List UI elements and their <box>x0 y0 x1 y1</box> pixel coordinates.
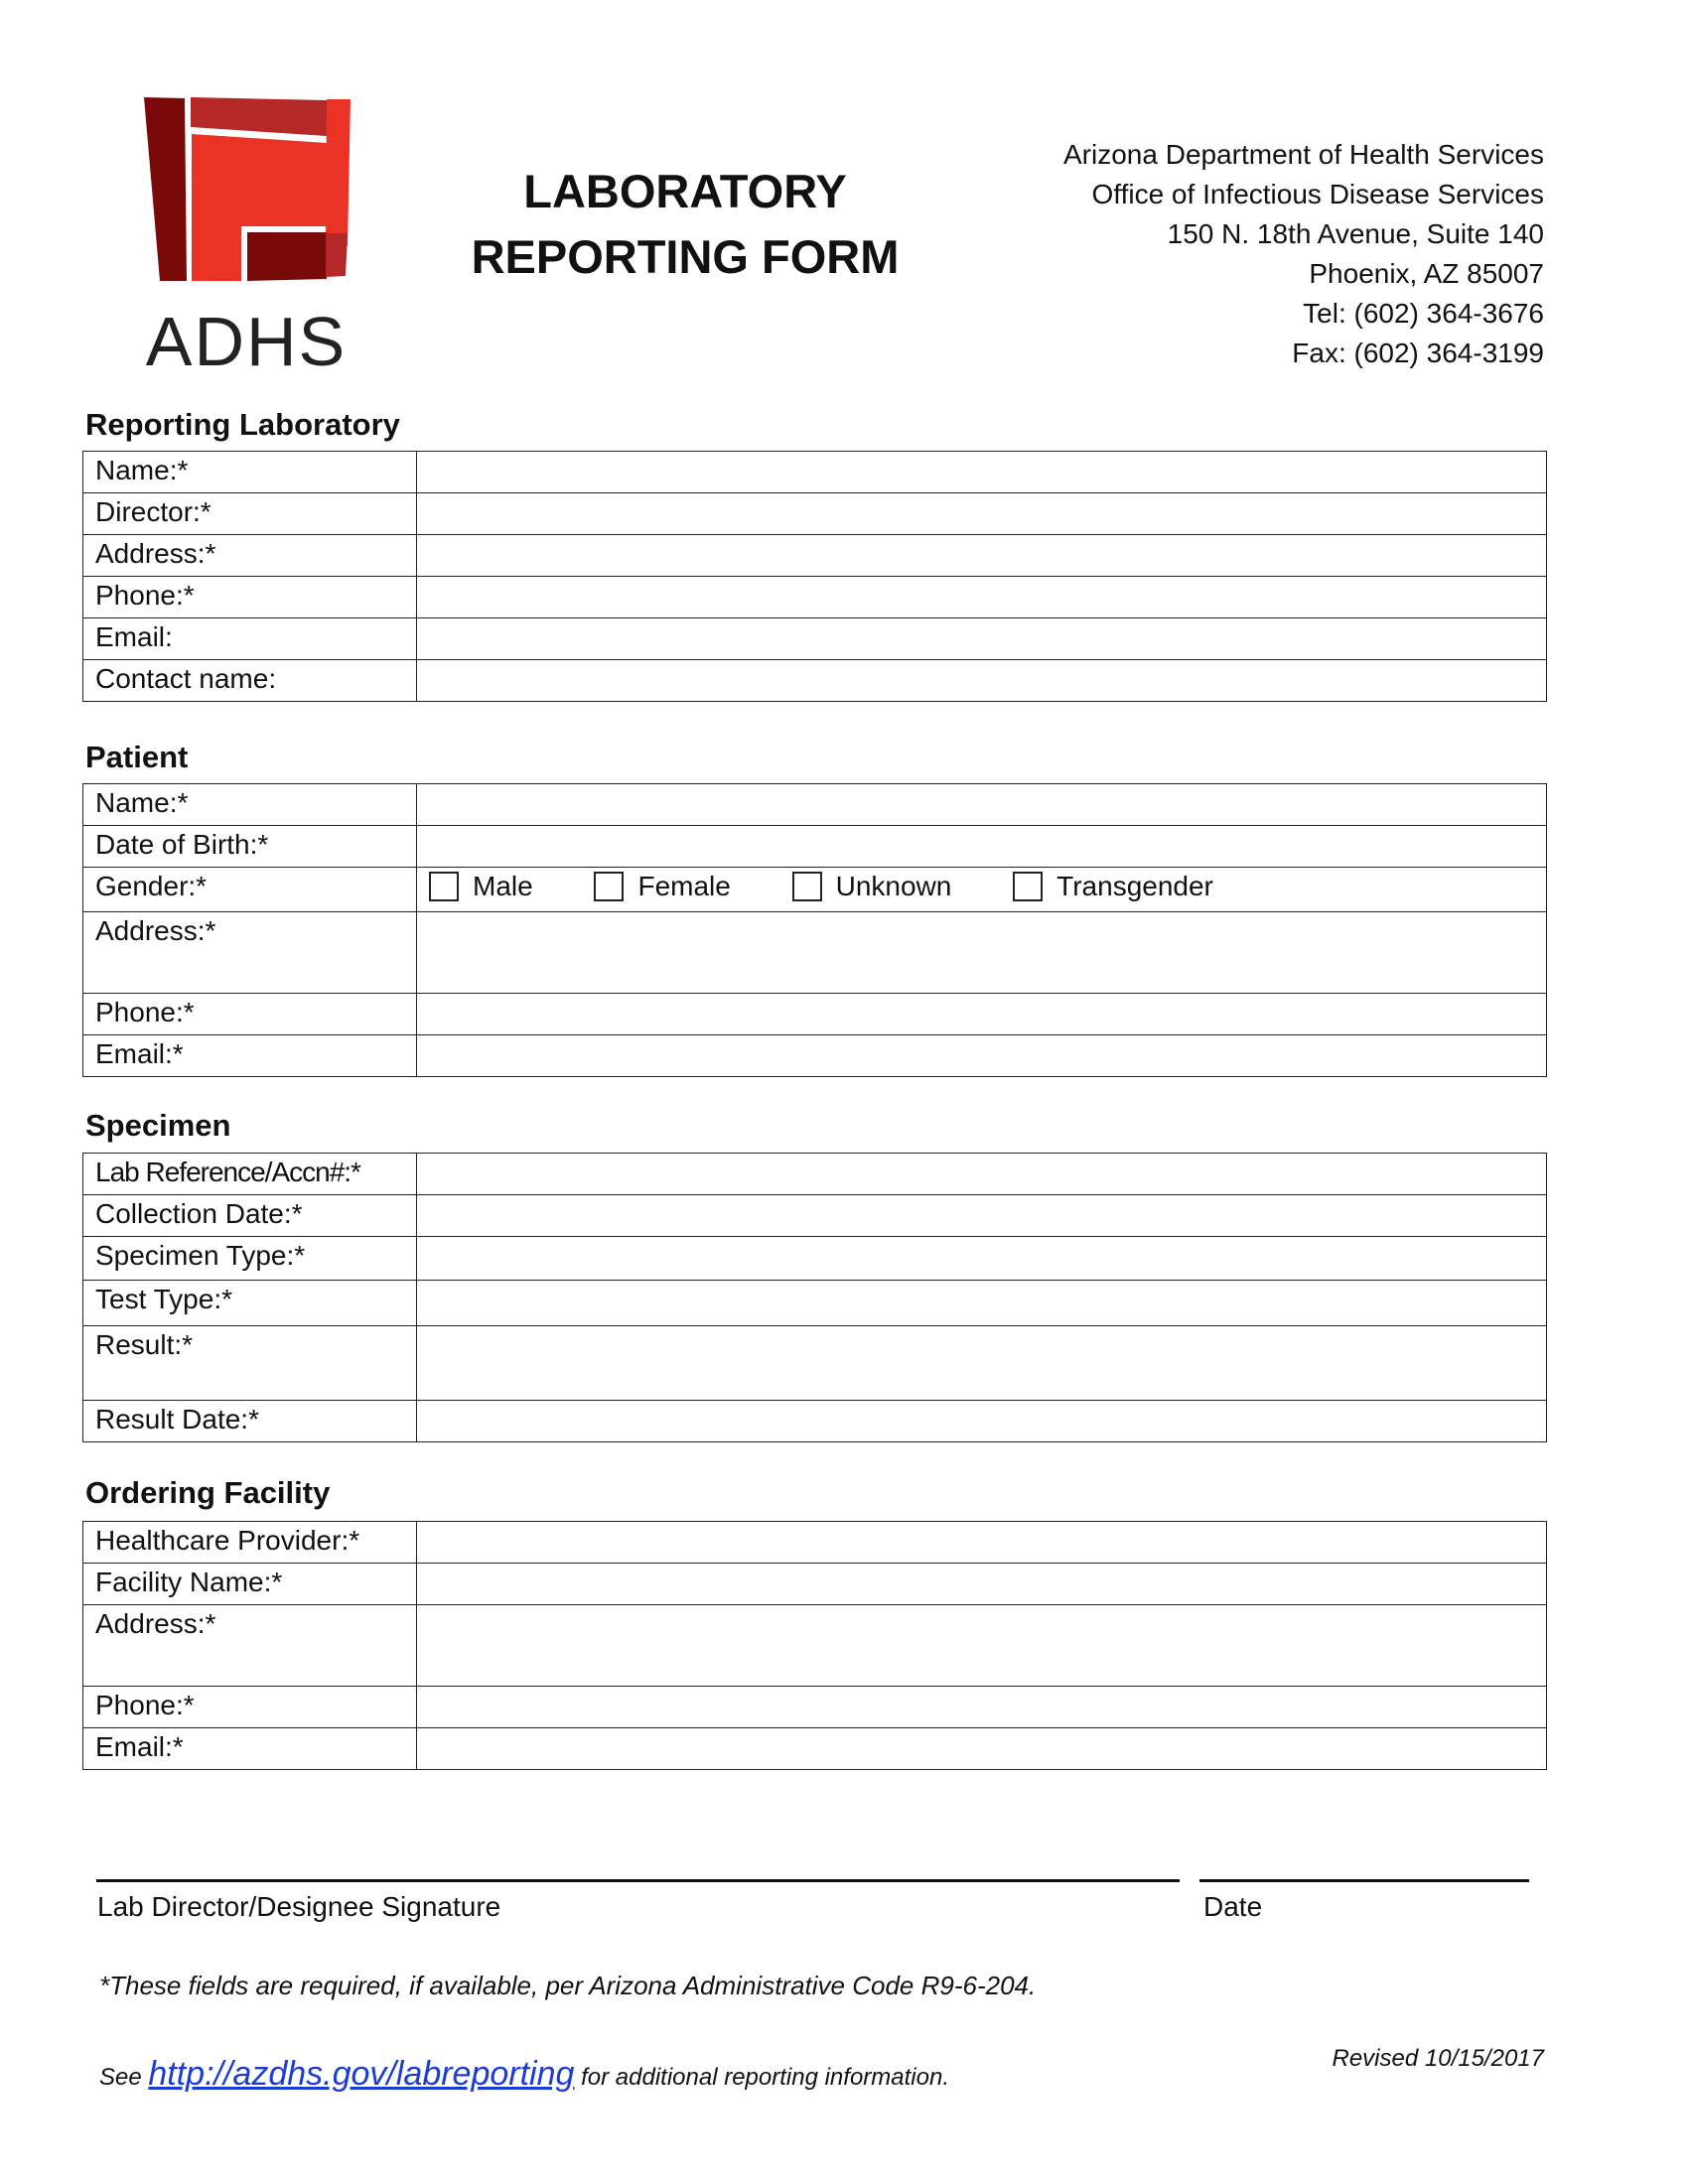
provider-input[interactable] <box>417 1522 1547 1564</box>
field-label: Gender:* <box>83 868 417 912</box>
field-label: Specimen Type:* <box>83 1237 417 1281</box>
field-label: Email:* <box>83 1728 417 1770</box>
field-label: Name:* <box>83 784 417 826</box>
field-label: Result:* <box>83 1326 417 1401</box>
section-ordering-facility: Ordering Facility <box>85 1475 331 1510</box>
section-specimen: Specimen <box>85 1108 231 1143</box>
facility-address-input[interactable] <box>417 1605 1547 1687</box>
field-label: Collection Date:* <box>83 1195 417 1237</box>
result-date-input[interactable] <box>417 1401 1547 1442</box>
gender-male-checkbox[interactable] <box>429 868 533 905</box>
see-text: See <box>99 2064 142 2091</box>
section-patient: Patient <box>85 740 189 774</box>
signature-label: Lab Director/Designee Signature <box>97 1891 501 1922</box>
collection-date-input[interactable] <box>417 1195 1547 1237</box>
revised-date: Revised 10/15/2017 <box>1332 2045 1544 2072</box>
form-title <box>437 159 933 290</box>
address-line: 150 N. 18th Avenue, Suite 140 <box>1167 218 1544 249</box>
gender-female-checkbox[interactable] <box>594 868 730 905</box>
specimen-type-input[interactable] <box>417 1237 1547 1281</box>
lab-director-input[interactable] <box>417 493 1547 535</box>
lab-address-input[interactable] <box>417 535 1547 577</box>
patient-table <box>82 783 1547 1077</box>
patient-email-input[interactable] <box>417 1035 1547 1077</box>
field-label: Healthcare Provider:* <box>83 1522 417 1564</box>
specimen-table <box>82 1153 1547 1442</box>
reporting-info <box>99 2055 949 2094</box>
patient-dob-input[interactable] <box>417 826 1547 868</box>
agency-address <box>1063 135 1544 373</box>
checkbox-icon <box>1013 872 1043 901</box>
address-line: Office of Infectious Disease Services <box>1091 179 1544 209</box>
address-line: Tel: (602) 364-3676 <box>1303 298 1544 329</box>
lab-phone-input[interactable] <box>417 577 1547 618</box>
checkbox-icon <box>429 872 459 901</box>
option-label: Female <box>637 871 731 901</box>
facility-phone-input[interactable] <box>417 1687 1547 1728</box>
adhs-logo <box>142 97 351 375</box>
option-label: Male <box>473 871 533 901</box>
field-label: Contact name: <box>83 660 417 702</box>
labreporting-link[interactable]: http://azdhs.gov/labreporting <box>148 2055 575 2093</box>
patient-phone-input[interactable] <box>417 994 1547 1035</box>
lab-email-input[interactable] <box>417 618 1547 660</box>
required-note: *These fields are required, if available, per Arizona Administrative Code R9-6-204. <box>99 1971 1037 2000</box>
field-label: Facility Name:* <box>83 1564 417 1605</box>
address-line: Fax: (602) 364-3199 <box>1292 338 1544 368</box>
field-label: Address:* <box>83 912 417 994</box>
field-label: Name:* <box>83 452 417 493</box>
field-label: Result Date:* <box>83 1401 417 1442</box>
lab-reference-input[interactable] <box>417 1154 1547 1195</box>
svg-text:ADHS: ADHS <box>145 303 348 375</box>
field-label: Test Type:* <box>83 1281 417 1326</box>
field-label: Email:* <box>83 1035 417 1077</box>
title-line-1: LABORATORY <box>523 165 847 217</box>
gender-transgender-checkbox[interactable] <box>1013 868 1213 905</box>
gender-options <box>417 868 1547 912</box>
patient-name-input[interactable] <box>417 784 1547 826</box>
field-label: Phone:* <box>83 577 417 618</box>
lab-contact-input[interactable] <box>417 660 1547 702</box>
patient-address-input[interactable] <box>417 912 1547 994</box>
section-reporting-laboratory: Reporting Laboratory <box>85 407 400 442</box>
field-label: Phone:* <box>83 1687 417 1728</box>
address-line: Arizona Department of Health Services <box>1063 139 1544 170</box>
facility-name-input[interactable] <box>417 1564 1547 1605</box>
checkbox-icon <box>594 872 624 901</box>
field-label: Date of Birth:* <box>83 826 417 868</box>
ordering-facility-table <box>82 1521 1547 1770</box>
field-label: Phone:* <box>83 994 417 1035</box>
field-label: Lab Reference/Accn#:* <box>83 1154 417 1195</box>
result-input[interactable] <box>417 1326 1547 1401</box>
title-line-2: REPORTING FORM <box>471 230 900 283</box>
field-label: Email: <box>83 618 417 660</box>
reporting-laboratory-table <box>82 451 1547 702</box>
field-label: Address:* <box>83 1605 417 1687</box>
checkbox-icon <box>792 872 822 901</box>
gender-unknown-checkbox[interactable] <box>792 868 952 905</box>
test-type-input[interactable] <box>417 1281 1547 1326</box>
option-label: Unknown <box>835 871 952 901</box>
address-line: Phoenix, AZ 85007 <box>1309 258 1544 289</box>
see-after-text: for additional reporting information. <box>581 2064 949 2091</box>
date-label: Date <box>1203 1891 1263 1922</box>
facility-email-input[interactable] <box>417 1728 1547 1770</box>
date-line[interactable] <box>1199 1879 1529 1882</box>
lab-name-input[interactable] <box>417 452 1547 493</box>
field-label: Address:* <box>83 535 417 577</box>
signature-line[interactable] <box>96 1879 1180 1882</box>
option-label: Transgender <box>1056 871 1213 901</box>
field-label: Director:* <box>83 493 417 535</box>
